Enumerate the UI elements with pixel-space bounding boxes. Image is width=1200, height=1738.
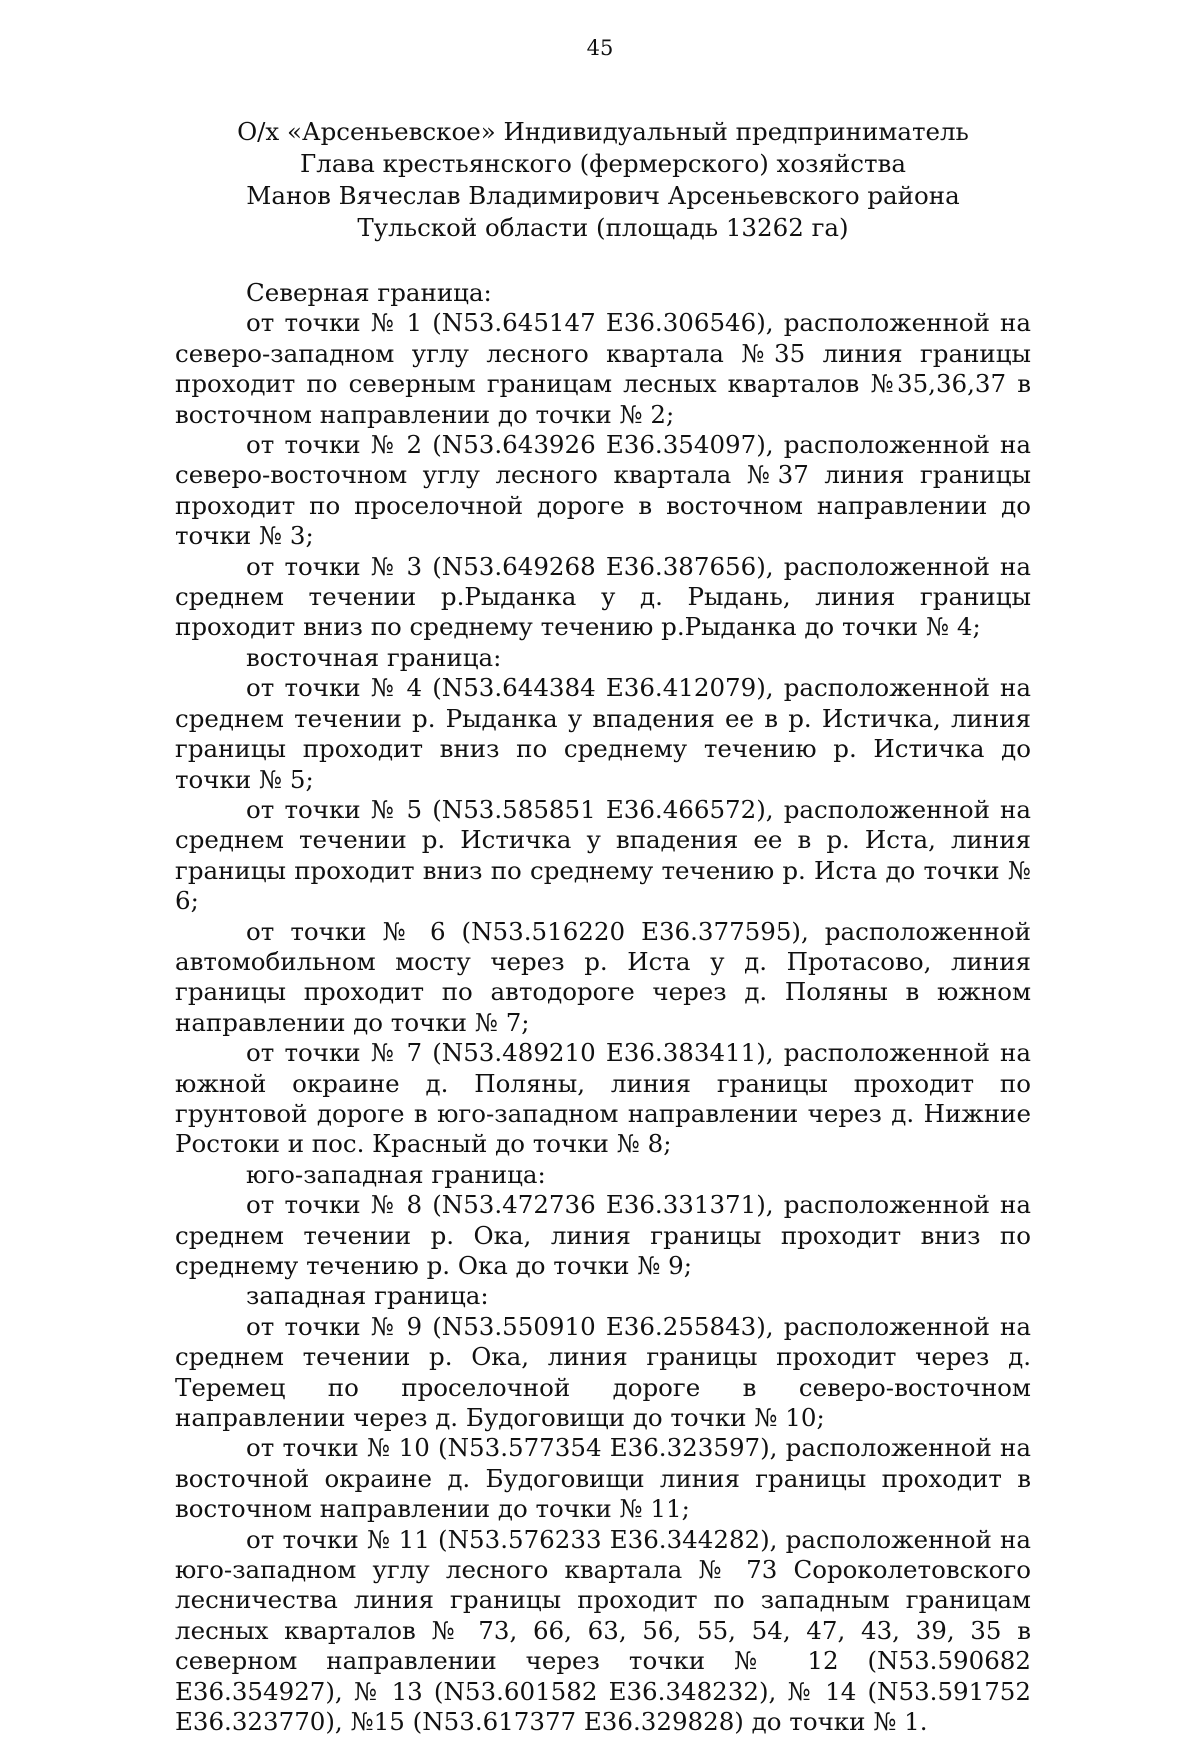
boundary-paragraph: от точки № 7 (N53.489210 E36.383411), расположенной на южной окраине д. Поляны, линия границы проходит по грунтовой дороге в юго-западном направлении через д. Нижние Ростоки и пос. Красный до точки № 8; bbox=[175, 1038, 1031, 1159]
boundary-paragraph: от точки № 5 (N53.585851 E36.466572), расположенной на среднем течении р. Истичка у впадения ее в р. Иста, линия границы проходит вниз по среднему течению р. Иста до точки № 6; bbox=[175, 794, 1031, 916]
section-heading-east: восточная граница: bbox=[246, 642, 502, 672]
boundary-paragraph: от точки № 9 (N53.550910 E36.255843), расположенной на среднем течении р. Ока, линия границы проходит через д. Теремец по проселочной дороге в северо-восточном направлении через д. Будоговищи до точки № 10; bbox=[175, 1311, 1031, 1433]
title-line: Глава крестьянского (фермерского) хозяйства bbox=[300, 149, 906, 178]
boundary-paragraph: от точки № 2 (N53.643926 E36.354097), расположенной на северо-восточном углу лесного квартала №37 линия границы проходит по проселочной дороге в восточном направлении до точки № 3; bbox=[175, 430, 1031, 551]
boundary-paragraph: от точки № 6 (N53.516220 E36.377595), расположенной автомобильном мосту через р. Иста у д. Протасово, линия границы проходит по автодороге через д. Поляны в южном направлении до точки № 7; bbox=[175, 916, 1031, 1037]
boundary-paragraph: от точки № 4 (N53.644384 E36.412079), расположенной на среднем течении р. Рыданка у впадения ее в р. Истичка, линия границы проходит вниз по среднему течению р. Истичка до точки № 5; bbox=[175, 673, 1031, 794]
document-body bbox=[175, 278, 1031, 1738]
section-heading-southwest: юго-западная граница: bbox=[246, 1159, 546, 1189]
boundary-paragraph: от точки № 8 (N53.472736 E36.331371), расположенной на среднем течении р. Ока, линия границы проходит вниз по среднему течению р. Ока до точки № 9; bbox=[175, 1190, 1031, 1280]
boundary-paragraph: от точки № 1 (N53.645147 E36.306546), расположенной на северо-западном углу лесного квартала №35 линия границы проходит по северным границам лесных кварталов №35,36,37 в восточном направлении до точки № 2; bbox=[175, 308, 1031, 429]
section-heading-west: западная граница: bbox=[246, 1281, 489, 1311]
title-line: Манов Вячеслав Владимирович Арсеньевского района bbox=[246, 181, 960, 210]
page-number: 45 bbox=[586, 36, 614, 60]
document-title bbox=[175, 116, 1031, 244]
title-line: Тульской области (площадь 13262 га) bbox=[357, 213, 849, 242]
boundary-paragraph: от точки № 3 (N53.649268 E36.387656), расположенной на среднем течении р.Рыданка у д. Рыдань, линия границы проходит вниз по среднему течению р.Рыданка до точки № 4; bbox=[175, 551, 1031, 642]
boundary-paragraph: от точки № 10 (N53.577354 E36.323597), расположенной на восточной окраине д. Будоговищи линия границы проходит в восточном направлении до точки № 11; bbox=[175, 1433, 1031, 1524]
boundary-paragraph: от точки № 11 (N53.576233 E36.344282), расположенной на юго-западном углу лесного квартала № 73 Сороколетовского лесничества линия границы проходит по западным границам лесных кварталов № 73, 66, 63, 56, 55, 54, 47, 43, 39, 35 в северном направлении через точки № 12 (N53.590682 E36.354927), № 13 (N53.601582 E36.348232), № 14 (N53.591752 E36.323770), №15 (N53.617377 E36.329828) до точки № 1. bbox=[175, 1524, 1031, 1737]
section-heading-north: Северная граница: bbox=[246, 278, 492, 307]
title-line: О/х «Арсеньевское» Индивидуальный предприниматель bbox=[237, 117, 969, 146]
